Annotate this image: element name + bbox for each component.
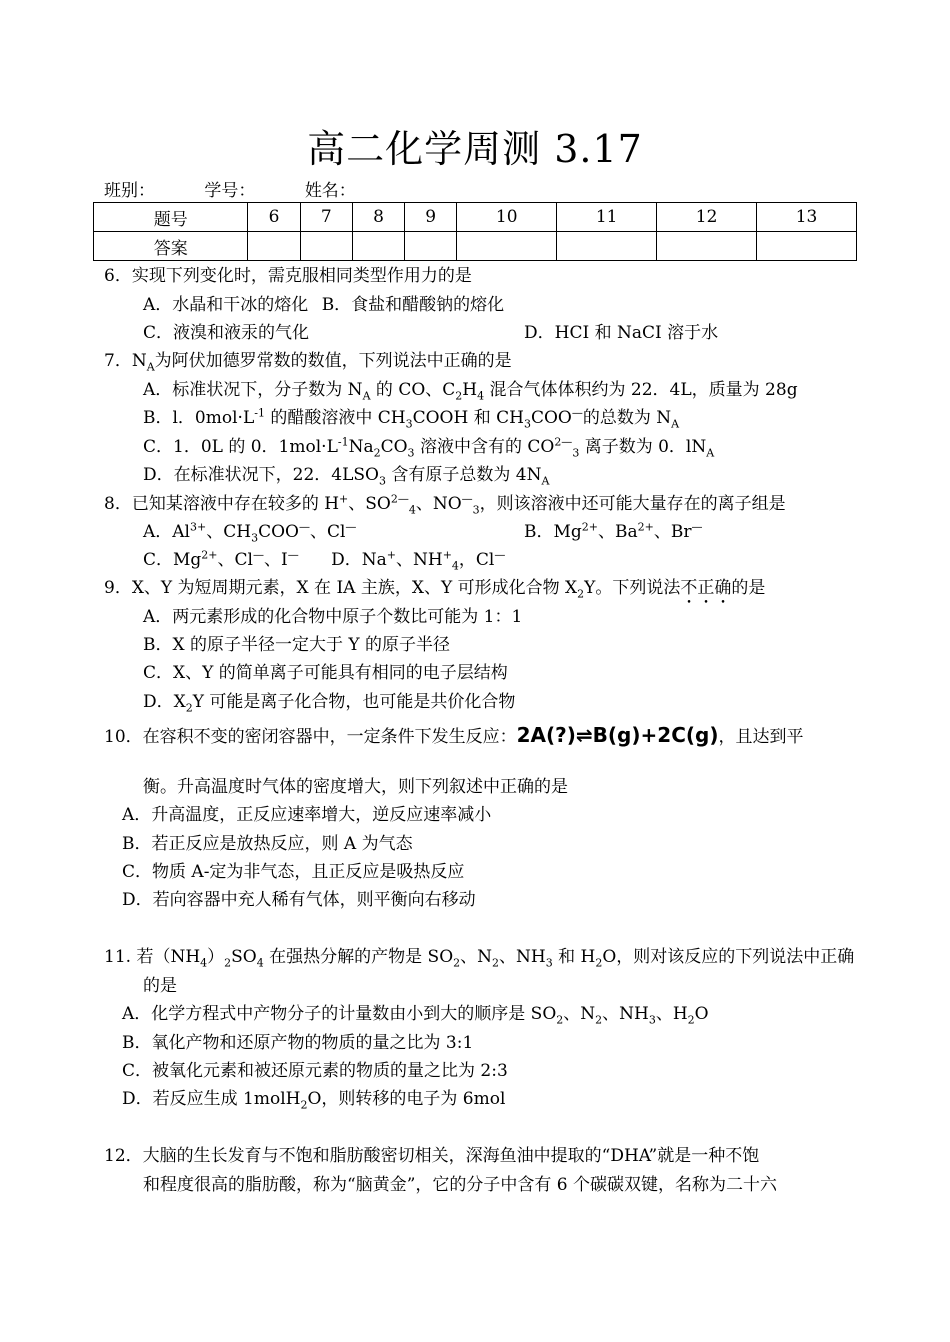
q10-option-c: C．物质 A-定为非气态，且正反应是吸热反应 bbox=[122, 862, 465, 882]
number-label: 学号： bbox=[204, 181, 256, 201]
header-cell: 6 bbox=[248, 203, 300, 232]
student-info bbox=[104, 176, 400, 201]
answer-cell[interactable] bbox=[300, 232, 352, 261]
q7-option-c: C．1．0L 的 0．$1mol\cdot L^{-1}Na_2CO_3$ 溶液中含有的 $CO^{2—}_3$ 离子数为 0．$lN_A$ bbox=[143, 435, 715, 460]
q10-stem-cont: 衡。升高温度时气体的密度增大，则下列叙述中正确的是 bbox=[143, 777, 568, 797]
header-cell: 11 bbox=[557, 203, 657, 232]
q9-option-a: A．两元素形成的化合物中原子个数比可能为 1：1 bbox=[143, 607, 523, 627]
q10-option-b: B．若正反应是放热反应，则 A 为气态 bbox=[122, 834, 413, 854]
answer-cell[interactable] bbox=[405, 232, 457, 261]
q8-option-cd: C．$Mg^{2+}$、Cl—、I— D．Na+、$NH^+_4$，Cl— bbox=[143, 548, 506, 573]
answer-cell[interactable] bbox=[457, 232, 557, 261]
q11-option-d: D．若反应生成 1molH$_2$O，则转移的电子为 6mol bbox=[122, 1089, 506, 1112]
q7-stem: 7．$N_A$为阿伏加德罗常数的数值，下列说法中正确的是 bbox=[104, 351, 512, 374]
q6-option-c: C．液溴和液汞的气化 bbox=[143, 323, 310, 343]
answer-table-answer-row bbox=[94, 232, 857, 261]
emphasis-text: 不正确 bbox=[680, 578, 732, 598]
header-cell: 题号 bbox=[94, 203, 248, 232]
q9-stem: 9．X、Y 为短周期元素，X 在 IA 主族，X、Y 可形成化合物 $X_2Y$。下列说法不正确的是 bbox=[104, 578, 766, 601]
q11-option-a: A．化学方程式中产物分子的计量数由小到大的顺序是 $SO_2$、$N_2$、$NH_3$、$H_2O$ bbox=[122, 1004, 709, 1027]
answer-table bbox=[93, 202, 857, 261]
header-cell: 12 bbox=[657, 203, 757, 232]
q11-stem-cont: 的是 bbox=[143, 976, 177, 996]
answer-cell[interactable] bbox=[352, 232, 404, 261]
reaction-equation: 2A(?)⇌B(g)+2C(g) bbox=[516, 723, 719, 747]
name-label: 姓名： bbox=[304, 181, 356, 201]
q6-options-ab bbox=[143, 294, 504, 316]
header-cell: 10 bbox=[457, 203, 557, 232]
q12-line1: 12．大脑的生长发育与不饱和脂肪酸密切相关，深海鱼油中提取的“DHA”就是一种不饱 bbox=[104, 1146, 760, 1166]
q11-option-b: B．氧化产物和还原产物的物质的量之比为 3:1 bbox=[122, 1033, 474, 1053]
q7-option-b: B．l．$0mol\cdot L^{-1}$ 的醋酸溶液中 $CH_3COOH$ 和 $CH_3COO^—$的总数为 $N_A$ bbox=[143, 406, 680, 431]
q8-option-a: A．$Al^{3+}$、$CH_3COO^—$、Cl— bbox=[143, 520, 357, 545]
q6-option-d: D．HCI 和 NaCI 溶于水 bbox=[524, 323, 719, 343]
answer-cell[interactable] bbox=[757, 232, 857, 261]
q10-stem: 10．在容积不变的密闭容器中，一定条件下发生反应：2A(?)⇌B(g)+2C(g)，且达到平 bbox=[104, 723, 804, 747]
q6-stem: 6．实现下列变化时，需克服相同类型作用力的是 bbox=[104, 266, 472, 286]
q11-option-c: C．被氧化元素和被还原元素的物质的量之比为 2:3 bbox=[122, 1061, 508, 1081]
q6-option-b: B．食盐和醋酸钠的熔化 bbox=[321, 295, 505, 315]
q11-stem: 11. 若$(NH_4)_2SO_4$ 在强热分解的产物是 $SO_2$、$N_2$、$NH_3$ 和 $H_2O$，则对该反应的下列说法中正确 bbox=[104, 947, 855, 970]
page-title: 高二化学周测 3.17 bbox=[307, 127, 643, 171]
q10-option-d: D．若向容器中充人稀有气体，则平衡向右移动 bbox=[122, 890, 476, 910]
q8-option-b: B．$Mg^{2+}$、$Ba^{2+}$、Br— bbox=[524, 520, 703, 542]
q7-option-d: D．在标准状况下，22．$4LSO_3$ 含有原子总数为 $4N_A$ bbox=[143, 465, 550, 488]
class-label: 班别： bbox=[104, 181, 155, 201]
header-cell: 8 bbox=[352, 203, 404, 232]
q12-line2: 和程度很高的脂肪酸，称为“脑黄金”，它的分子中含有 6 个碳碳双键，名称为二十六 bbox=[143, 1175, 778, 1195]
header-cell: 9 bbox=[405, 203, 457, 232]
q9-option-d: D．$X_2Y$ 可能是离子化合物，也可能是共价化合物 bbox=[143, 692, 516, 715]
answer-cell[interactable] bbox=[557, 232, 657, 261]
answer-label: 答案 bbox=[94, 232, 248, 261]
q9-option-c: C．X、Y 的简单离子可能具有相同的电子层结构 bbox=[143, 663, 508, 683]
answer-cell[interactable] bbox=[657, 232, 757, 261]
header-cell: 7 bbox=[300, 203, 352, 232]
q10-option-a: A．升高温度，正反应速率增大，逆反应速率减小 bbox=[122, 805, 492, 825]
answer-cell[interactable] bbox=[248, 232, 300, 261]
q9-option-b: B．X 的原子半径一定大于 Y 的原子半径 bbox=[143, 635, 451, 655]
header-cell: 13 bbox=[757, 203, 857, 232]
q8-stem: 8．已知某溶液中存在较多的 H+、$SO^{2—}_4$、$NO^—_3$，则该溶液中还可能大量存在的离子组是 bbox=[104, 492, 786, 517]
q7-option-a: A．标准状况下，分子数为 $N_A$ 的 CO、$C_2H_4$ 混合气体体积约为 22．4L，质量为 28g bbox=[143, 380, 798, 403]
answer-table-header-row bbox=[94, 203, 857, 232]
q6-option-a: A．水晶和干冰的熔化 bbox=[143, 295, 309, 315]
